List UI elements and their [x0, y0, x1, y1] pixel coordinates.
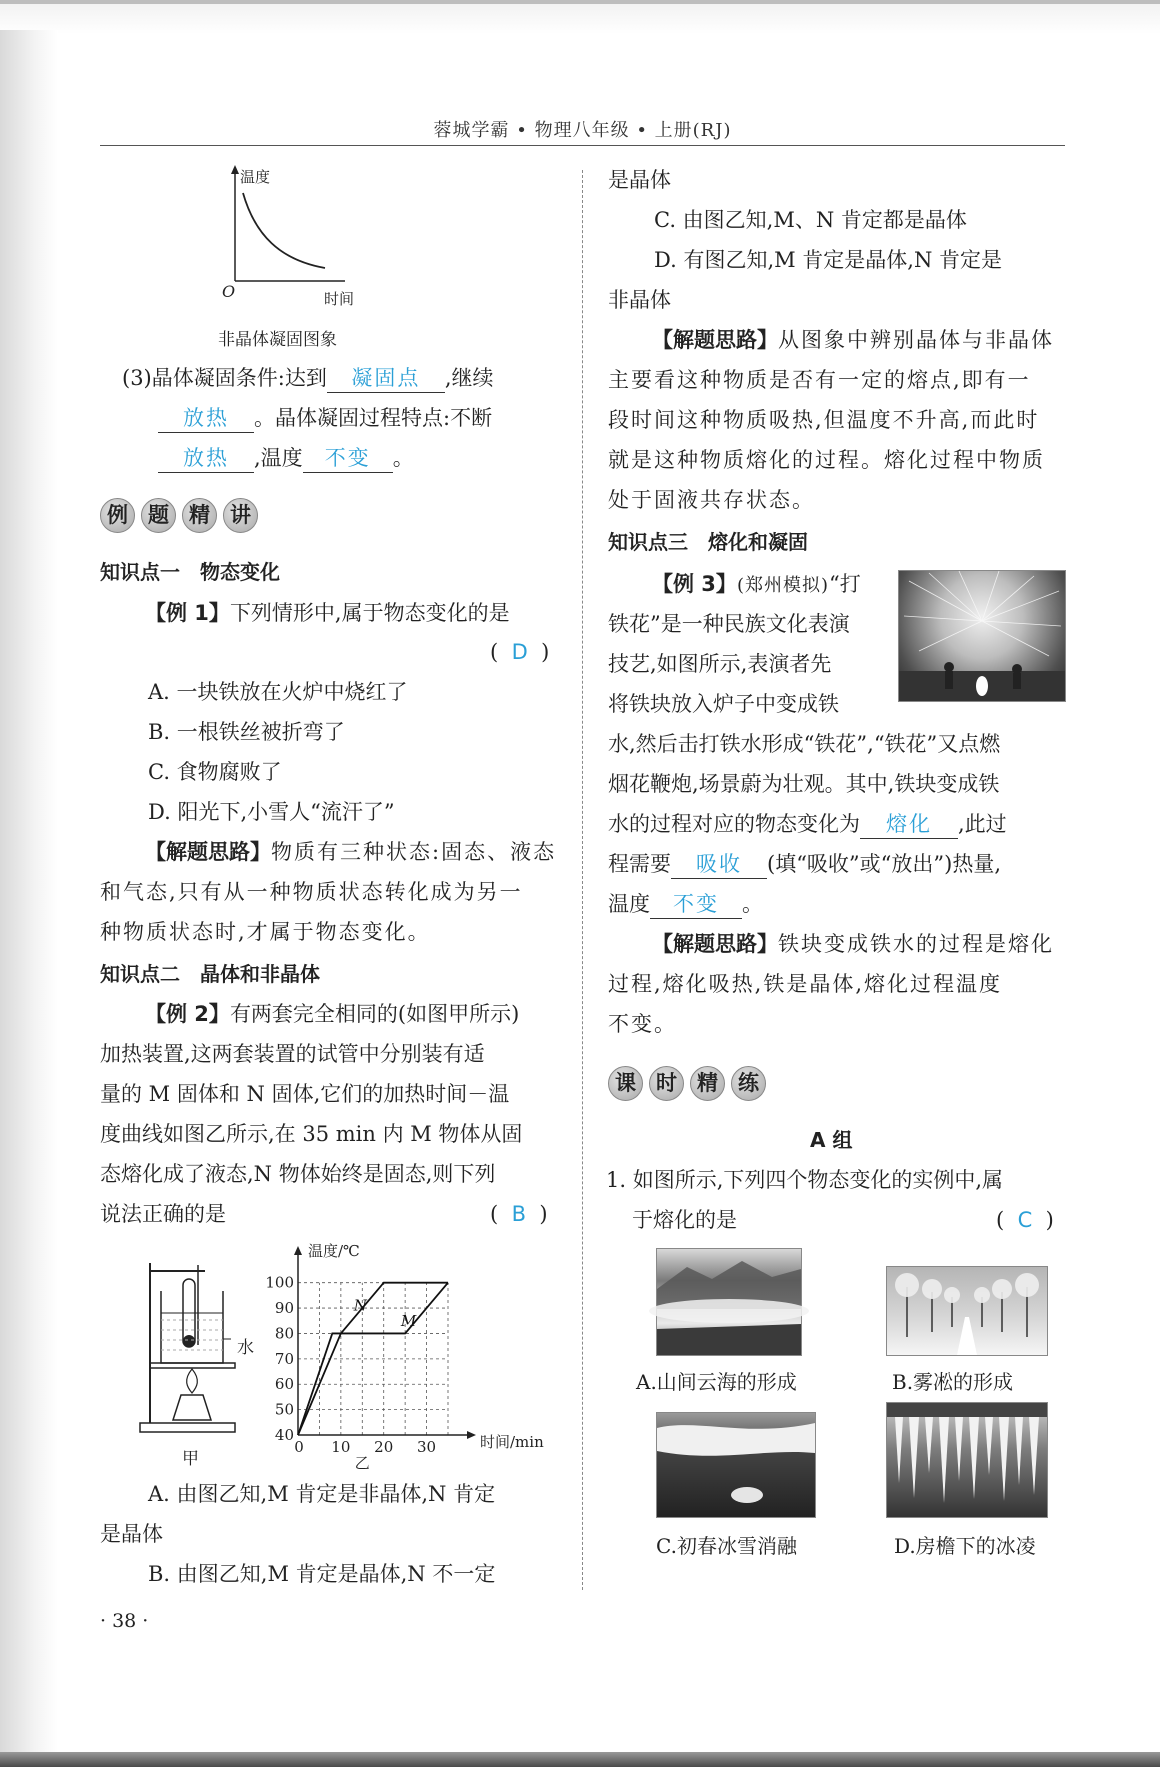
q3-blank3: 放热: [158, 444, 254, 473]
analysis-text: 物质有三种状态:固态、液态: [271, 840, 557, 864]
knowledge-point-2: 知识点二 晶体和非晶体: [100, 962, 320, 986]
y-tick-label: 70: [274, 1349, 294, 1368]
ex2-option-a: A. 由图乙知,M 肯定是非晶体,N 肯定: [148, 1482, 496, 1506]
ex3-line4: 将铁块放入炉子中变成铁: [608, 692, 839, 716]
y-axis-label: 温度/℃: [308, 1242, 360, 1260]
ex1-analysis-line3: 种物质状态时,才属于物态变化。: [100, 920, 431, 944]
q3-blank4: 不变: [303, 444, 393, 473]
graph-y-arrow: [231, 165, 239, 174]
ex1-option-c: C. 食物腐败了: [148, 760, 282, 784]
knowledge-point-1: 知识点一 物态变化: [100, 560, 280, 584]
q1-line2: 于熔化的是: [632, 1208, 737, 1232]
chart-caption: 乙: [354, 1454, 370, 1472]
x-axis-label: 时间/min: [480, 1433, 544, 1451]
cooling-curve: [243, 193, 325, 268]
section-badge-examples: [100, 498, 258, 533]
graph-y-label: 温度: [240, 168, 271, 186]
beaker: [161, 1291, 223, 1363]
running-header: 蓉城学霸 • 物理八年级 • 上册(RJ): [433, 120, 732, 141]
solid-sample: [183, 1335, 195, 1347]
photo-b-rime: [886, 1266, 1048, 1356]
iron-flower-photo: [898, 570, 1066, 702]
ex2-option-b-cont: 是晶体: [608, 168, 671, 192]
ex2-option-a-cont: 是晶体: [100, 1522, 163, 1546]
photo-b-graphic: [887, 1267, 1047, 1355]
paren: (: [490, 640, 499, 664]
ex1-option-b: B. 一根铁丝被折弯了: [148, 720, 345, 744]
photo-a-graphic: [657, 1249, 801, 1355]
photo-c-melting-snow: [656, 1412, 816, 1518]
ex2-stem-line4: 度曲线如图乙所示,在 35 min 内 M 物体从固: [100, 1122, 523, 1146]
ex1-stem: [145, 599, 510, 627]
badge-char: 精: [182, 498, 217, 533]
origin-label: 0: [294, 1438, 304, 1456]
ex3-text: ,此过: [958, 812, 1007, 836]
ex2-answer: B: [511, 1202, 526, 1226]
ex3-text: 。: [742, 892, 763, 916]
q3-text: 。晶体凝固过程特点:不断: [254, 406, 493, 430]
ex1-answer: D: [511, 640, 528, 664]
q1-answer: C: [1017, 1208, 1033, 1232]
q3-blank1: 凝固点: [327, 364, 445, 393]
graph-x-label: 时间: [324, 290, 355, 308]
series-label-M: M: [400, 1311, 417, 1330]
alcohol-lamp: [173, 1395, 211, 1420]
x-tick-label: 20: [374, 1438, 394, 1456]
ex3-text: 程需要: [608, 852, 671, 876]
ex2-stem-line5: 态熔化成了液态,N 物体始终是固态,则下列: [100, 1162, 496, 1186]
q1-line1: [606, 1166, 1003, 1194]
caption-a: A.山间云海的形成: [636, 1370, 797, 1394]
badge-char: 精: [690, 1066, 725, 1101]
q3-text: ,温度: [254, 446, 303, 470]
ex3-line3: 技艺,如图所示,表演者先: [608, 652, 832, 676]
y-tick-label: 60: [274, 1375, 294, 1394]
scan-edge-bottom: [0, 1752, 1160, 1767]
ex1-answer-paren: [490, 638, 549, 666]
y-tick-label: 40: [274, 1426, 294, 1444]
ex2-analysis-line3: 段时间这种物质吸热,但温度不升高,而此时: [608, 408, 1040, 432]
header-rule: [100, 145, 1065, 146]
q1-answer-paren: [996, 1206, 1054, 1234]
q3-line2: [158, 404, 492, 433]
q3-line3: [158, 444, 414, 473]
badge-char: 课: [608, 1066, 643, 1101]
ex3-blank1: 熔化: [860, 810, 958, 839]
ex3-blank2: 吸收: [671, 850, 767, 879]
x-tick-label: 10: [331, 1438, 351, 1456]
ex3-line1: [652, 570, 861, 600]
q3-text: (3)晶体凝固条件:达到: [122, 366, 327, 390]
column-divider: [582, 170, 583, 1590]
scan-edge-left: [0, 30, 58, 1760]
paren: ): [539, 1202, 548, 1226]
ex2-analysis-line2: 主要看这种物质是否有一定的熔点,即有一: [608, 368, 1031, 392]
graph-caption: 非晶体凝固图象: [218, 330, 337, 350]
ex3-text: 水的过程对应的物态变化为: [608, 812, 860, 836]
ex1-analysis-line1: [145, 838, 556, 866]
ex3-source: (郑州模拟): [736, 575, 829, 596]
analysis-text: 从图象中辨别晶体与非晶体: [778, 328, 1054, 352]
water-label: 水: [237, 1338, 254, 1358]
badge-char: 例: [100, 498, 135, 533]
q1-text: 1. 如图所示,下列四个物态变化的实例中,属: [606, 1168, 1004, 1192]
analysis-tag: 【解题思路】: [652, 328, 778, 352]
page-number: · 38 ·: [100, 1610, 149, 1632]
photo-d-icicles: [886, 1402, 1048, 1518]
ex1-stem-text: 下列情形中,属于物态变化的是: [229, 601, 510, 625]
badge-char: 时: [649, 1066, 684, 1101]
y-tick-label: 90: [274, 1299, 294, 1318]
ex3-text: “打: [828, 572, 861, 596]
flame: [187, 1369, 198, 1393]
ex3-blank3: 不变: [650, 890, 742, 919]
y-tick-label: 80: [274, 1324, 294, 1343]
ex3-text: (填“吸收”或“放出”)热量,: [767, 852, 1002, 876]
ex3-line2: 铁花”是一种民族文化表演: [608, 612, 850, 636]
ex3-analysis-line2: 过程,熔化吸热,铁是晶体,熔化过程温度: [608, 972, 1003, 996]
ring-support: [150, 1363, 235, 1368]
photo-a-mountain-clouds: [656, 1248, 802, 1356]
ex3-analysis-line1: [652, 930, 1054, 958]
ex1-analysis-line2: 和气态,只有从一种物质状态转化成为另一: [100, 880, 523, 904]
graph-origin-label: O: [222, 282, 236, 301]
ex2-option-b: B. 由图乙知,M 肯定是晶体,N 不一定: [148, 1562, 496, 1586]
caption-b: B.雾凇的形成: [892, 1370, 1014, 1394]
ex3-text: 温度: [608, 892, 650, 916]
series-label-N: N: [353, 1296, 367, 1315]
badge-char: 题: [141, 498, 176, 533]
paren: ): [541, 640, 550, 664]
x-axis-arrow: [467, 1431, 476, 1439]
photo-d-graphic: [887, 1403, 1047, 1517]
paren: (: [996, 1208, 1005, 1232]
ex2-stem-line3: 量的 M 固体和 N 固体,它们的加热时间－温: [100, 1082, 510, 1106]
ex3-line7: [608, 810, 1007, 839]
ex3-line6: 烟花鞭炮,场景蔚为壮观。其中,铁块变成铁: [608, 772, 1000, 796]
ex2-stem-text: 有两套完全相同的(如图甲所示): [229, 1002, 520, 1026]
apparatus-caption: 甲: [182, 1449, 199, 1469]
ex2-answer-paren: [490, 1200, 548, 1228]
ex2-option-d-cont: 非晶体: [608, 288, 671, 312]
scan-shade-top: [0, 4, 1160, 34]
ex2-analysis-line4: 就是这种物质熔化的过程。熔化过程中物质: [608, 448, 1045, 472]
paren: ): [1045, 1208, 1054, 1232]
ex3-line5: 水,然后击打铁水形成“铁花”,“铁花”又点燃: [608, 732, 1001, 756]
y-tick-label: 50: [274, 1400, 294, 1419]
x-tick-label: 30: [417, 1438, 437, 1456]
photo-c-graphic: [657, 1413, 815, 1517]
q3-line1: [122, 364, 494, 393]
ex3-line9: [608, 890, 763, 919]
ex1-tag: 【例 1】: [145, 601, 230, 625]
temperature-time-chart: [258, 1240, 544, 1472]
group-a-heading: A 组: [810, 1128, 853, 1152]
analysis-tag: 【解题思路】: [145, 840, 271, 864]
section-badge-practice: [608, 1066, 766, 1101]
ex2-stem-line1: [145, 1000, 519, 1028]
badge-char: 讲: [223, 498, 258, 533]
ex2-analysis-line5: 处于固液共存状态。: [608, 488, 815, 512]
ex2-stem-line6: 说法正确的是: [100, 1202, 226, 1226]
ex2-stem-line2: 加热装置,这两套装置的试管中分别装有适: [100, 1042, 485, 1066]
analysis-text: 铁块变成铁水的过程是熔化: [778, 932, 1054, 956]
ex1-option-d: D. 阳光下,小雪人“流汗了”: [148, 800, 395, 824]
knowledge-point-3: 知识点三 熔化和凝固: [608, 530, 808, 554]
paren: (: [490, 1202, 499, 1226]
caption-d: D.房檐下的冰凌: [894, 1534, 1036, 1558]
iron-flower-sparks: [899, 571, 1065, 701]
ex2-option-c: C. 由图乙知,M、N 肯定都是晶体: [654, 208, 967, 232]
ex3-analysis-line3: 不变。: [608, 1012, 677, 1036]
caption-c: C.初春冰雪消融: [656, 1534, 797, 1558]
q3-text: 。: [392, 446, 414, 470]
ex3-tag: 【例 3】: [652, 572, 737, 596]
y-axis-arrow: [294, 1246, 302, 1255]
q3-text: ,继续: [444, 366, 494, 390]
ex3-line8: [608, 850, 1001, 879]
q3-blank2: 放热: [158, 404, 254, 433]
badge-char: 练: [731, 1066, 766, 1101]
analysis-tag: 【解题思路】: [652, 932, 778, 956]
ex2-tag: 【例 2】: [145, 1002, 230, 1026]
ex2-analysis-line1: [652, 326, 1054, 354]
ex2-option-d: D. 有图乙知,M 肯定是晶体,N 肯定是: [654, 248, 1003, 272]
heating-apparatus: [135, 1255, 250, 1440]
y-tick-label: 100: [265, 1273, 294, 1292]
ex1-option-a: A. 一块铁放在火炉中烧红了: [148, 680, 408, 704]
stand-base: [140, 1423, 235, 1432]
